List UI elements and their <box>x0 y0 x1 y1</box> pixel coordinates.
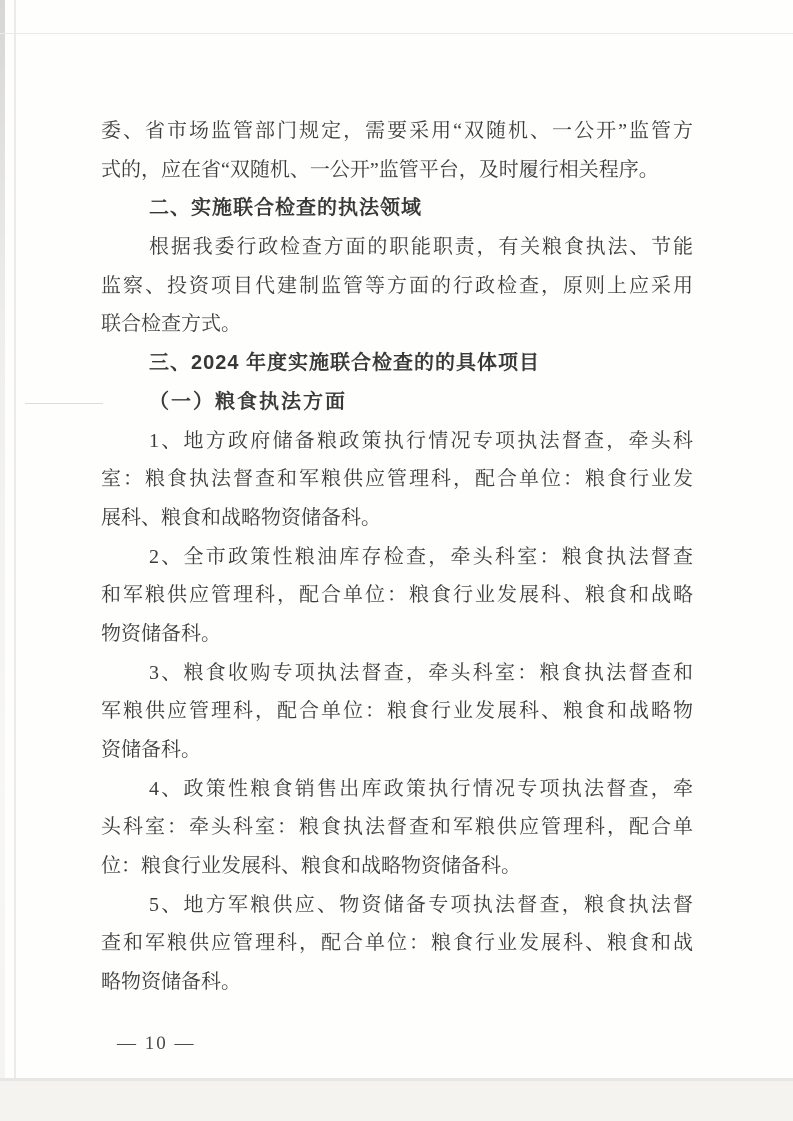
paragraph-line: 4、政策性粮食销售出库政策执行情况专项执法督查，牵 <box>149 777 693 800</box>
paragraph-line: 5、地方军粮供应、物资储备专项执法督查，粮食执法督 <box>149 893 693 916</box>
paragraph-line: 根据我委行政检查方面的职能职责，有关粮食执法、节能 <box>149 236 693 259</box>
heading-line: 二、实施联合检查的执法领域 <box>149 197 422 220</box>
scan-bottom-background <box>0 1081 793 1121</box>
scan-top-fold-line <box>0 33 793 34</box>
paragraph-line: 联合检查方式。 <box>101 313 241 336</box>
page-number: — 10 — <box>117 1033 196 1054</box>
paragraph-line: 物资储备科。 <box>101 622 221 645</box>
text-block <box>101 112 693 1002</box>
paragraph-line: 室：粮食执法督查和军粮供应管理科，配合单位：粮食行业发 <box>101 468 693 491</box>
paragraph-line: 1、地方政府储备粮政策执行情况专项执法督查，牵头科 <box>149 429 693 452</box>
paragraph-line: 军粮供应管理科，配合单位：粮食行业发展科、粮食和战略物 <box>101 700 693 723</box>
scan-left-fold-line <box>14 0 16 1080</box>
paragraph-line: 监察、投资项目代建制监管等方面的行政检查，原则上应采用 <box>101 274 693 297</box>
heading-line: 三、2024 年度实施联合检查的的具体项目 <box>149 352 541 375</box>
paragraph-line: 2、全市政策性粮油库存检查，牵头科室：粮食执法督查 <box>149 545 693 568</box>
paragraph-line: 头科室：牵头科室：粮食执法督查和军粮供应管理科，配合单 <box>101 816 693 839</box>
paragraph-line: 式的，应在省“双随机、一公开”监管平台，及时履行相关程序。 <box>101 158 659 181</box>
paragraph-line: 展科、粮食和战略物资储备科。 <box>101 506 381 529</box>
paragraph-line: 位：粮食行业发展科、粮食和战略物资储备科。 <box>101 855 521 878</box>
paragraph-line: 和军粮供应管理科，配合单位：粮食行业发展科、粮食和战略 <box>101 584 693 607</box>
paragraph-line: 委、省市场监管部门规定，需要采用“双随机、一公开”监管方 <box>101 120 693 142</box>
subheading-line: （一）粮食执法方面 <box>149 390 347 413</box>
paragraph-line: 查和军粮供应管理科，配合单位：粮食行业发展科、粮食和战 <box>101 932 693 955</box>
paragraph-line: 3、粮食收购专项执法督查，牵头科室：粮食执法督查和 <box>149 661 693 684</box>
scan-scratch-mark <box>25 403 103 404</box>
paragraph-line: 略物资储备科。 <box>101 971 241 994</box>
scan-left-edge-shadow <box>0 0 5 1121</box>
paragraph-line: 资储备科。 <box>101 739 201 761</box>
